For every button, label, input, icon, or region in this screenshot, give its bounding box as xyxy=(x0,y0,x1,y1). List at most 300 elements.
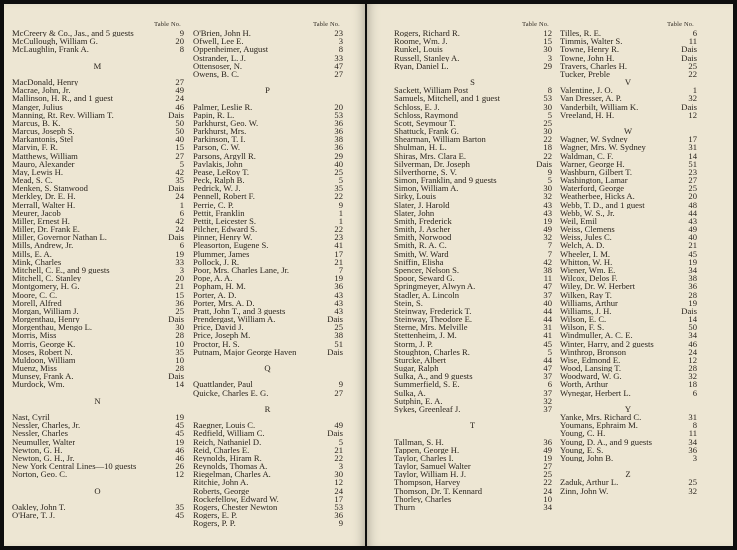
table-number: 53 xyxy=(334,501,343,512)
guest-name: Thompson, Harvey xyxy=(394,478,461,487)
guest-row xyxy=(12,209,184,217)
table-number: 29 xyxy=(334,150,343,161)
table-number: 43 xyxy=(543,199,552,210)
table-number: 10 xyxy=(175,354,184,365)
guest-name: Mitchell, C. Stanley xyxy=(12,274,82,283)
guest-row xyxy=(193,519,343,527)
guest-name: McCreery & Co., Jas., and 5 guests xyxy=(12,29,134,38)
table-number: 22 xyxy=(543,134,552,145)
table-number: 23 xyxy=(334,232,343,243)
table-number: 50 xyxy=(175,117,184,128)
table-number: Dais xyxy=(681,52,697,63)
guest-name: Muenz, Miss xyxy=(12,364,57,373)
table-number: 10 xyxy=(175,338,184,349)
guest-row xyxy=(394,160,552,168)
guest-row xyxy=(12,413,184,421)
guest-row xyxy=(12,160,184,168)
table-number: 31 xyxy=(688,412,697,423)
guest-row xyxy=(560,135,697,143)
guest-row xyxy=(12,331,184,339)
section-letter: M xyxy=(93,60,103,71)
guest-row xyxy=(394,94,552,102)
guest-name: Ofwell, Lee E. xyxy=(193,37,244,46)
guest-name: Pinner, Henry W. xyxy=(193,233,253,242)
table-number: 20 xyxy=(175,273,184,284)
guest-row xyxy=(394,152,552,160)
column xyxy=(394,21,552,511)
table-number: 22 xyxy=(543,477,552,488)
guest-row xyxy=(560,307,697,315)
guest-row xyxy=(193,446,343,454)
guest-row xyxy=(560,241,697,249)
guest-row xyxy=(394,119,552,127)
guest-row xyxy=(193,111,343,119)
column xyxy=(560,21,697,495)
table-number: 48 xyxy=(688,199,697,210)
guest-name: Young, C. H. xyxy=(560,429,606,438)
table-number: 36 xyxy=(175,297,184,308)
guest-name: Mitchell, C. E., and 9 guests xyxy=(12,265,110,275)
table-number: 6 xyxy=(179,240,184,251)
table-number: 36 xyxy=(334,281,343,292)
guest-row xyxy=(193,348,343,356)
guest-row xyxy=(193,389,343,397)
guest-row xyxy=(12,372,184,380)
table-number: 37 xyxy=(543,403,552,414)
guest-row xyxy=(193,152,343,160)
guest-name: Reid, Charles E. xyxy=(193,445,250,454)
guest-name: Ottensoser, N. xyxy=(193,61,243,70)
table-number: 45 xyxy=(175,510,184,521)
guest-row xyxy=(193,274,343,282)
guest-row xyxy=(560,429,697,437)
guest-name: Winthrop, Bronson xyxy=(560,347,627,356)
guest-name: Oakley, John T. xyxy=(12,502,66,512)
guest-name: Sterne, Mrs. Melville xyxy=(394,323,468,332)
guest-row xyxy=(193,438,343,446)
table-number: 27 xyxy=(688,175,697,186)
table-no-header: Table No. xyxy=(667,21,694,28)
guest-name: Sturcke, Albert xyxy=(394,355,447,365)
guest-name: Marcus, Joseph S. xyxy=(12,127,75,136)
guest-row xyxy=(12,176,184,184)
table-number: 19 xyxy=(175,436,184,447)
guest-row xyxy=(12,127,184,135)
guest-name: Shiras, Mrs. Clara E. xyxy=(394,151,467,160)
guest-row xyxy=(193,45,343,53)
guest-row xyxy=(193,233,343,241)
guest-name: Washington, Lamar xyxy=(560,176,628,185)
guest-name: Rogers, Chester Newton xyxy=(193,502,278,512)
table-number: 5 xyxy=(547,175,552,186)
table-number: Dais xyxy=(681,101,697,112)
guest-name: Van Dresser, A. P. xyxy=(560,94,622,103)
guest-row xyxy=(394,217,552,225)
guest-row xyxy=(193,462,343,470)
guest-row xyxy=(560,103,697,111)
guest-name: O'Brien, John H. xyxy=(193,29,251,38)
table-number: 38 xyxy=(543,264,552,275)
guest-name: Morris, Miss xyxy=(12,331,57,340)
guest-name: Oppenheimer, August xyxy=(193,45,269,54)
guest-name: Mauro, Alexander xyxy=(12,159,75,168)
table-number: 22 xyxy=(334,191,343,202)
guest-name: Reynolds, Thomas A. xyxy=(193,462,268,471)
guest-row xyxy=(12,94,184,102)
guest-row xyxy=(12,250,184,258)
table-number: 44 xyxy=(688,207,697,218)
guest-name: Silverman, Dr. Joseph xyxy=(394,159,470,168)
guest-row xyxy=(394,176,552,184)
guest-name: Newton, G. H. xyxy=(12,445,63,454)
table-number: 19 xyxy=(175,412,184,423)
table-number: 11 xyxy=(543,273,552,284)
guest-name: Sirky, Louis xyxy=(394,192,436,201)
guest-name: Rockefellow, Edward W. xyxy=(193,494,279,503)
guest-row xyxy=(394,340,552,348)
guest-name: Wood, Lansing T. xyxy=(560,364,622,373)
guest-name: Ritchie, John A. xyxy=(193,478,249,487)
guest-name: Steinway, Theodore E. xyxy=(394,315,473,324)
guest-name: Miller, Ernest H. xyxy=(12,216,70,226)
guest-name: Plummer, James xyxy=(193,249,250,258)
guest-name: Tucker, Preble xyxy=(560,69,610,79)
guest-row xyxy=(560,143,697,151)
table-number: 49 xyxy=(543,444,552,455)
guest-row xyxy=(193,201,343,209)
guest-name: Williams, Arthur xyxy=(560,298,618,307)
guest-row xyxy=(560,438,697,446)
table-number: 24 xyxy=(688,346,697,357)
guest-row xyxy=(560,478,697,486)
guest-name: Proctor, H. S. xyxy=(193,339,240,348)
guest-name: Whitton, W. H. xyxy=(560,257,613,266)
guest-row xyxy=(193,495,343,503)
guest-row xyxy=(394,201,552,209)
spacer xyxy=(394,429,552,437)
guest-row xyxy=(193,62,343,70)
guest-name: Reich, Nathaniel D. xyxy=(193,437,262,446)
table-number: 9 xyxy=(338,379,343,390)
table-number: 21 xyxy=(334,256,343,267)
guest-name: Nessler, Charles, Jr. xyxy=(12,421,81,430)
guest-row xyxy=(12,233,184,241)
table-number: 37 xyxy=(543,387,552,398)
guest-name: Simon, William A. xyxy=(394,184,459,193)
section-letter: Y xyxy=(624,403,633,414)
table-number: Dais xyxy=(681,44,697,55)
guest-row xyxy=(394,470,552,478)
table-number: 17 xyxy=(334,248,343,259)
guest-name: Weatherbee, Hicks A. xyxy=(560,192,635,201)
guest-name: Quicke, Charles E. G. xyxy=(193,388,269,397)
guest-row xyxy=(394,86,552,94)
guest-name: Simon, Franklin, and 9 guests xyxy=(394,176,497,185)
table-number: 25 xyxy=(688,477,697,488)
guest-name: Markantonis, Stel xyxy=(12,135,74,144)
table-number: 33 xyxy=(175,256,184,267)
guest-row xyxy=(12,446,184,454)
guest-row xyxy=(560,413,697,421)
guest-row xyxy=(12,225,184,233)
guest-name: Parkinson, T. I. xyxy=(193,135,246,144)
table-number: 21 xyxy=(688,240,697,251)
table-number: 20 xyxy=(688,191,697,202)
guest-name: Stoughton, Charles R. xyxy=(394,347,470,356)
table-number: 41 xyxy=(334,240,343,251)
guest-name: Storm, J. P. xyxy=(394,339,433,348)
spacer xyxy=(12,495,184,503)
guest-name: Meurer, Jacob xyxy=(12,208,61,217)
guest-name: Spoor, Seward G. xyxy=(394,274,455,283)
table-number: 42 xyxy=(543,256,552,267)
guest-name: Taylor, William H. J. xyxy=(394,470,467,479)
table-number: 35 xyxy=(175,501,184,512)
table-number: 28 xyxy=(688,363,697,374)
guest-name: Parsons, Argyll R. xyxy=(193,151,256,160)
guest-row xyxy=(193,315,343,323)
table-number: 3 xyxy=(338,461,343,472)
table-number: 24 xyxy=(175,191,184,202)
table-number: 32 xyxy=(688,371,697,382)
table-number: 51 xyxy=(334,338,343,349)
guest-row xyxy=(394,184,552,192)
table-number: 14 xyxy=(688,150,697,161)
guest-name: Parkhurst, Geo. W. xyxy=(193,118,259,128)
guest-row xyxy=(193,168,343,176)
guest-row xyxy=(560,487,697,495)
table-number: 43 xyxy=(543,207,552,218)
guest-row xyxy=(12,86,184,94)
table-number: 28 xyxy=(175,363,184,374)
guest-row xyxy=(12,201,184,209)
table-number: 36 xyxy=(688,281,697,292)
table-number: Dais xyxy=(681,305,697,316)
table-number: 6 xyxy=(547,379,552,390)
guest-row xyxy=(12,511,184,519)
table-number: 25 xyxy=(334,166,343,177)
table-number: 22 xyxy=(688,68,697,79)
guest-name: Morgenthau, Mengo L. xyxy=(12,323,93,332)
guest-row xyxy=(193,258,343,266)
table-number: Dais xyxy=(168,371,184,382)
guest-row xyxy=(12,307,184,315)
table-number: 1 xyxy=(338,215,343,226)
table-number: 32 xyxy=(543,191,552,202)
guest-name: Russell, Stanley A. xyxy=(394,53,460,62)
table-number: 29 xyxy=(543,60,552,71)
guest-name: Travers, Charles H. xyxy=(560,61,627,70)
guest-row xyxy=(12,192,184,200)
guest-name: Wise, Edmond E. xyxy=(560,355,621,365)
guest-row xyxy=(560,315,697,323)
guest-row xyxy=(394,291,552,299)
guest-name: Taylor, Charles I. xyxy=(394,453,454,463)
guest-name: Stettenheim, J. M. xyxy=(394,331,457,340)
guest-row xyxy=(394,37,552,45)
guest-name: Reynolds, Hiram R. xyxy=(193,453,262,463)
table-number: 51 xyxy=(688,158,697,169)
section-letter: O xyxy=(94,485,102,496)
guest-row xyxy=(560,111,697,119)
table-number: 12 xyxy=(334,477,343,488)
table-number: 7 xyxy=(338,264,343,275)
guest-name: Wheeler, I. M. xyxy=(560,249,611,258)
guest-row xyxy=(12,438,184,446)
guest-row xyxy=(560,340,697,348)
guest-name: Muldoon, William xyxy=(12,355,76,365)
section-letter: R xyxy=(264,403,272,414)
table-number: 27 xyxy=(334,68,343,79)
guest-row xyxy=(193,176,343,184)
guest-name: Waterford, George xyxy=(560,184,625,193)
table-number: 36 xyxy=(334,510,343,521)
guest-row xyxy=(560,217,697,225)
table-number: 26 xyxy=(175,461,184,472)
guest-row xyxy=(12,135,184,143)
table-number: 30 xyxy=(543,126,552,137)
section-letter: N xyxy=(94,395,102,406)
guest-name: Wagner, Mrs. W. Sydney xyxy=(560,143,646,152)
guest-row xyxy=(560,331,697,339)
guest-row xyxy=(12,103,184,111)
table-number: 15 xyxy=(543,36,552,47)
guest-row xyxy=(394,372,552,380)
guest-name: Woodward, W. G. xyxy=(560,372,622,381)
guest-name: Morgenthau, Henry xyxy=(12,315,80,324)
guest-name: Rogers, P. P. xyxy=(193,519,236,528)
guest-name: Pollock, J. R. xyxy=(193,257,240,266)
section-letter: P xyxy=(265,85,271,96)
left-page xyxy=(4,4,365,546)
guest-name: Schloss, Raymond xyxy=(394,110,458,119)
guest-name: Weiss, Jules C. xyxy=(560,233,612,242)
table-number: 1 xyxy=(692,85,697,96)
guest-name: Schloss, E. J. xyxy=(394,102,440,111)
table-number: 7 xyxy=(547,248,552,259)
table-number: 34 xyxy=(688,436,697,447)
table-number: 23 xyxy=(334,28,343,38)
guest-name: Warner, George H. xyxy=(560,159,625,168)
guest-row xyxy=(12,168,184,176)
table-number: 9 xyxy=(179,28,184,38)
guest-name: Webb, W. S., Jr. xyxy=(560,208,615,217)
table-number: 46 xyxy=(175,452,184,463)
guest-row xyxy=(193,135,343,143)
table-no-header: Table No. xyxy=(313,21,340,28)
guest-row xyxy=(193,160,343,168)
guest-name: Peck, Ralph B. xyxy=(193,176,245,185)
table-number: 34 xyxy=(688,330,697,341)
table-number: 22 xyxy=(543,150,552,161)
guest-row xyxy=(560,62,697,70)
table-number: 32 xyxy=(543,232,552,243)
spacer xyxy=(193,372,343,380)
guest-name: Roberts, George xyxy=(193,486,250,495)
guest-row xyxy=(12,274,184,282)
guest-name: Owens, B. C. xyxy=(193,69,240,79)
table-number: 27 xyxy=(175,150,184,161)
guest-row xyxy=(394,103,552,111)
table-number: 36 xyxy=(334,126,343,137)
guest-row xyxy=(193,380,343,388)
table-number: 20 xyxy=(334,101,343,112)
guest-name: Yanke, Mrs. Richard C. xyxy=(560,413,642,422)
guest-name: Thomson, Dr. T. Kennard xyxy=(394,486,482,495)
guest-name: Merkley, Dr. E. H. xyxy=(12,192,76,201)
table-number: 24 xyxy=(334,485,343,496)
table-number: Dais xyxy=(327,346,343,357)
guest-name: Smith, W. Ward xyxy=(394,249,449,258)
table-number: 40 xyxy=(334,158,343,169)
guest-name: Thorley, Charles xyxy=(394,494,452,503)
guest-row xyxy=(560,233,697,241)
guest-name: Price, David J. xyxy=(193,323,244,332)
table-number: 40 xyxy=(543,297,552,308)
guest-name: Sniffin, Elisha xyxy=(394,257,444,266)
guest-row xyxy=(394,233,552,241)
table-number: 21 xyxy=(175,281,184,292)
guest-row xyxy=(12,45,184,53)
table-number: 9 xyxy=(338,518,343,529)
guest-name: Wiley, Dr. W. Herbert xyxy=(560,282,635,291)
guest-row xyxy=(12,315,184,323)
table-number: 15 xyxy=(175,142,184,153)
table-number: 30 xyxy=(543,44,552,55)
table-number: 28 xyxy=(688,289,697,300)
table-number: 30 xyxy=(334,469,343,480)
guest-name: Pennell, Robert F. xyxy=(193,192,255,201)
guest-name: Samuels, Mitchell, and 1 guest xyxy=(394,94,500,103)
table-number: 36 xyxy=(688,444,697,455)
table-number: 30 xyxy=(543,183,552,194)
guest-name: Porter, Mrs. A. D. xyxy=(193,298,255,307)
guest-row xyxy=(560,282,697,290)
guest-row xyxy=(12,152,184,160)
guest-name: Springmeyer, Alwyn A. xyxy=(394,282,476,291)
guest-name: Manning, Rt. Rev. William T. xyxy=(12,110,114,119)
table-number: 25 xyxy=(543,117,552,128)
guest-row xyxy=(193,37,343,45)
table-number: 27 xyxy=(543,461,552,472)
guest-name: Tallman, S. H. xyxy=(394,437,444,446)
guest-row xyxy=(394,54,552,62)
table-number: 6 xyxy=(692,28,697,38)
section-letter: T xyxy=(469,420,477,431)
guest-name: Pope, A. A. xyxy=(193,274,233,283)
guest-row xyxy=(394,462,552,470)
guest-row xyxy=(193,511,343,519)
table-number: Dais xyxy=(168,232,184,243)
guest-name: Williams, J. H. xyxy=(560,306,612,316)
guest-name: Wilcox, Delos F. xyxy=(560,274,618,283)
guest-name: Shattuck, Frank G. xyxy=(394,127,459,136)
guest-row xyxy=(193,241,343,249)
table-number: 47 xyxy=(543,363,552,374)
guest-row xyxy=(560,291,697,299)
guest-row xyxy=(394,45,552,53)
guest-name: Palmer, Leslie R. xyxy=(193,102,253,111)
guest-name: Wagner, W. Sydney xyxy=(560,135,628,144)
guest-row xyxy=(394,446,552,454)
guest-row xyxy=(560,209,697,217)
spacer xyxy=(12,70,184,78)
table-number: Dais xyxy=(536,158,552,169)
guest-name: Quattlander, Paul xyxy=(193,380,253,389)
table-number: 21 xyxy=(334,444,343,455)
guest-row xyxy=(560,86,697,94)
table-number: 38 xyxy=(334,134,343,145)
